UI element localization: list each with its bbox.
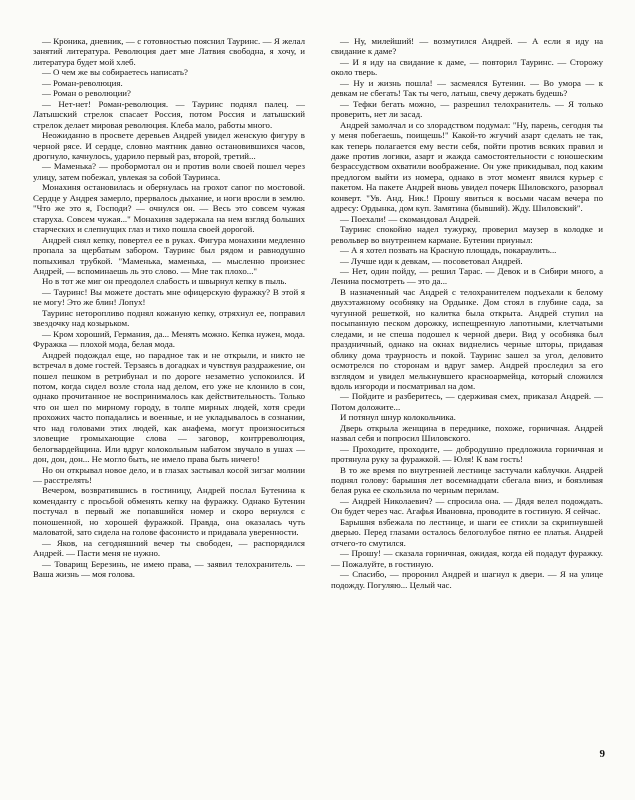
paragraph: Тауринс спокойно надел тужурку, проверил маузер в колодке и револьвер во внутреннем кармане. Бутенин приуныл:	[331, 224, 603, 245]
paragraph: — Роман-революция.	[42, 77, 123, 88]
paragraph: — Нет-нет! Роман-революция. — Тауринс поднял палец. — Латышский стрелок спасает Россия, потом Россия и латышский стрелок делает мировая революция. Клеба мало, работы много.	[33, 98, 305, 130]
paragraph: Но он открывал новое дело, и в глазах застывал косой зигзаг молнии — расстрелять!	[33, 464, 305, 486]
right-text-column	[331, 36, 603, 590]
paragraph: Андрей замолчал и со злорадством подумал: "Ну, парень, сегодня ты у меня побегаешь, поищешь!" Какой-то жгучий азарт сделать не так, как теперь полагается ему вести себя, пойти против всяких правил и даже против логики, азарт и жажда самостоятельности с юношеским безрассудством охватили воображение. Он уже прикидывал, под каким предлогом выйти из номера, однако в этот момент явился курьер с пакетом. На пакете Андрей вновь увидел почерк Шиловского, разорвал конверт. "Ув. Анд. Ник.! Прошу явиться к восьми часам вечера по адресу: Ордынка, дом куп. Замятина (бывший). Жду. Шиловский".	[331, 119, 603, 214]
paragraph: Тауринс неторопливо поднял кожаную кепку, отряхнул ее, поправил звездочку над козырьком.	[33, 307, 305, 329]
paragraph: Вечером, возвратившись в гостиницу, Андрей послал Бутенина к коменданту с просьбой обменять кепку на фуражку. Однако Бутенин постучал в первый же попавшийся номер и скоро вернулся с поношенной, но хорошей фуражкой. Правда, она оказалась чуть маловатой, зато сидела на голове фасонисто и придавала уверенности.	[33, 485, 305, 538]
paragraph: — Спасибо, — проронил Андрей и шагнул к двери. — Я на улице подожду. Погуляю... Целый час.	[331, 569, 603, 590]
paragraph: — Ну, милейший! — возмутился Андрей. — А если я иду на свидание к даме?	[331, 36, 603, 57]
paragraph: Но в тот же миг он преодолел слабость и швырнул кепку в пыль.	[42, 276, 287, 287]
paragraph: — Проходите, проходите, — добродушно предложила горничная и протянула руку за фуражкой. — Юля! К вам гость!	[331, 443, 603, 465]
paragraph: Монахиня остановилась и обернулась на грохот сапог по мостовой. Сердце у Андрея замерло, прервалось дыхание, и ноги вросли в землю. "Что же это я, Господи? — очнулся он. — Весь это совсем чужая старуха. Совсем чужая..." Монахиня задержала на нем взгляд больших старческих и слепнущих глаз и тихо пошла своей дорогой.	[33, 182, 305, 235]
paragraph: В назначенный час Андрей с телохранителем подъехали к белому двухэтажному особняку на Ордынке. Дом стоял в глубине сада, за чугунной решеткой, но калитка была открыта. Андрей ступил на посыпанную песком дорожку, испещренную лапотными, клетчатыми следами, и не спеша подошел к черной двери. Вид у особняка был праздничный, однако на окнах виднелись черные шторы, придавая облику дома траурность и покой. Тауринс зашел за угол, деловито осмотрелся по сторонам и вдруг замер. Андрей проследил за его взглядом и увидел мелькнувшего красноармейца, который сложился вдоль изгороди и посматривал на дом.	[331, 286, 603, 391]
paragraph: — Кром хороший, Германия, да... Менять можно. Кепка нужен, мода. Фуражка — плохой мода, белая мода.	[33, 328, 305, 350]
paragraph: — Товарищ Березинь, не имею права, — заявил телохранитель. — Ваша жизнь — моя голова.	[33, 558, 305, 580]
paragraph: — Тефки бегать можно, — разрешил телохранитель. — Я только проверить, нет ли засад.	[331, 98, 603, 120]
paragraph: — Яков, на сегодняшний вечер ты свободен, — распорядился Андрей. — Пасти меня не нужно.	[33, 537, 305, 559]
paragraph: — Тауринс! Вы можете достать мне офицерскую фуражку? В этой я не могу! Это же блин! Лопух!	[33, 286, 305, 308]
left-text-column	[33, 36, 305, 580]
paragraph: — Кроника, дневник, — с готовностью пояснил Тауринс. — Я желал занятий литература. Революция дает мне Латвия свободна, я хочу, и литература будет мой хлеб.	[33, 36, 305, 67]
paragraph: И потянул шнур колокольчика.	[340, 412, 456, 423]
paragraph: — О чем же вы собираетесь написать?	[42, 67, 188, 78]
paragraph: — Ну и жизнь пошла! — засмеялся Бутенин. — Во умора — к девкам не сбегать! Так ты чего, латыш, свечу держать будешь?	[331, 77, 603, 99]
paragraph: — Прошу! — сказала горничная, ожидая, когда ей подадут фуражку. — Пожалуйте, в гостиную.	[331, 548, 603, 569]
page-number: 9	[599, 748, 605, 760]
paragraph: — Лучше иди к девкам, — посоветовал Андрей.	[340, 255, 523, 266]
paragraph: Неожиданно в просвете деревьев Андрей увидел женскую фигуру в черной рясе. И сердце, словно маятник давно остановившихся часов, дрогнуло, качнулось, ударило первый раз, второй, третий...	[33, 130, 305, 161]
paragraph: Андрей снял кепку, повертел ее в руках. Фигура монахини медленно пропала за щербатым забором. Тауринс был рядом и равнодушно попыхивал трубкой. "Маменька, маменька, — мысленно произнес Андрей, — вспоминаешь ль это слово. — Мне так плохо..."	[33, 234, 305, 276]
paragraph: — И я иду на свидание к даме, — повторил Тауринс. — Сторожу около тверь.	[331, 56, 603, 78]
paragraph: Барышня взбежала по лестнице, и шаги ее стихли за скрипнувшей дверью. Перед глазами осталось белоголубое пятно ее платья. Андрей отчего-то смутился.	[331, 516, 603, 548]
paragraph: — Пойдите и разберитесь, — сдерживая смех, приказал Андрей. — Потом доложите...	[331, 391, 603, 412]
paragraph: — Нет, один пойду, — решил Тарас. — Девок и в Сибири много, а Ленина посмотреть — это да...	[331, 265, 603, 287]
paragraph: — Андрей Николаевич? — спросила она. — Дядя велел подождать. Он будет через час. Агафья Ивановна, проводите в гостиную. Я сейчас.	[331, 495, 603, 517]
paragraph: — Поехали! — скомандовал Андрей.	[340, 213, 481, 224]
paragraph: — Маменька? — пробормотал он и против воли своей пошел через улицу, затем побежал, увлекая за собой Тауринса.	[33, 161, 305, 182]
paragraph: Дверь открыла женщина в переднике, похоже, горничная. Андрей назвал себя и попросил Шиловского.	[331, 422, 603, 444]
paragraph: В то же время по внутренней лестнице застучали каблучки. Андрей поднял голову: барышня лет восемнадцати сбегала вниз, и боязливая белая рука ее скользила по черным перилам.	[331, 464, 603, 496]
paragraph: — А я хотел позвать на Красную площадь, покараулить...	[340, 245, 557, 256]
paragraph: — Роман о революции?	[42, 88, 131, 99]
paragraph: Андрей подождал еще, но парадное так и не открыли, и никто не встречал в доме гостей. Терзаясь в догадках и чувствуя раздражение, он пошел пешком в ретрибунал и по дороге незаметно успокоился. И потом, когда сидел возле стола над делом, его уже не клонило в сон, однако прочитанное не воспринималось как действительность. Только что он шел по мирному городу, в толпе мирных людей, хотя среди прохожих часто попадались и военные, и не укладывалось в сознании, что над головами этих людей, как анафема, могут произноситься зловещие громыхающие слова — заговор, контрреволюция, белогвардейщина. Или вдруг колокольным набатом звучало в ушах — дон, дон, дон... Не могло быть, не имело права быть ничего!	[33, 349, 305, 465]
